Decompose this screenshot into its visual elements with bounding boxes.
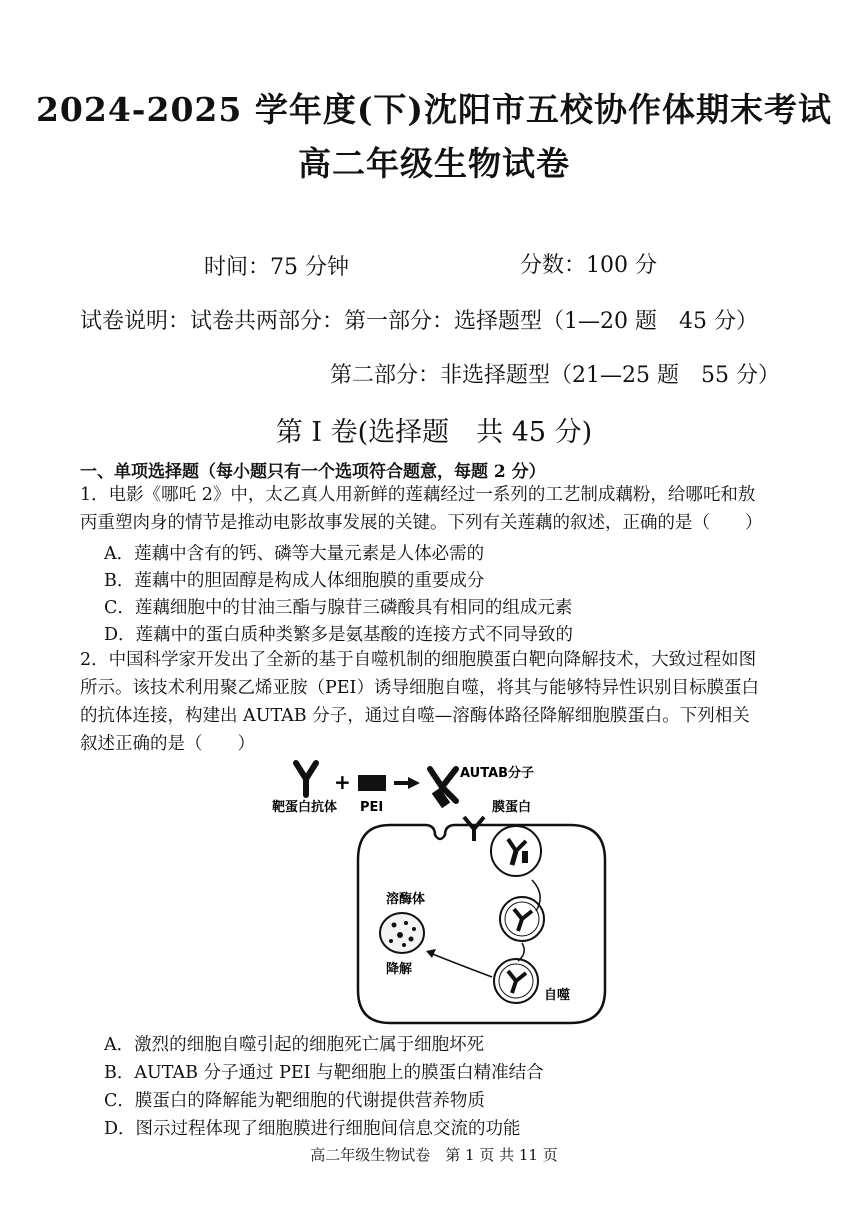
q1-option-b: B．莲藕中的胆固醇是构成人体细胞膜的重要成分: [104, 571, 485, 591]
autab-diagram: [260, 755, 630, 1030]
autophagosome-1: [500, 897, 544, 941]
q2-stem-line3: 的抗体连接，构建出 AUTAB 分子，通过自噬—溶酶体路径降解细胞膜蛋白。下列相关: [80, 706, 750, 726]
pei-label: PEI: [360, 800, 384, 815]
q1-stem-line2: 丙重塑肉身的情节是推动电影故事发展的关键。下列有关莲藕的叙述，正确的是（ ）: [80, 513, 763, 533]
q1-option-a: A．莲藕中含有的钙、磷等大量元素是人体必需的: [104, 544, 485, 564]
autab-label: AUTAB分子: [460, 766, 535, 781]
lysosome-icon: [380, 913, 424, 953]
pei-block-icon: [358, 775, 386, 791]
antibody-label: 靶蛋白抗体: [272, 800, 338, 815]
exam-subtitle: 高二年级生物试卷: [298, 144, 570, 183]
q2-stem-line1: 2．中国科学家开发出了全新的基于自噬机制的细胞膜蛋白靶向降解技术，大致过程如图: [80, 650, 757, 670]
q2-stem-line2: 所示。该技术利用聚乙烯亚胺（PEI）诱导细胞自噬，将其与能够特异性识别目标膜蛋白: [80, 678, 759, 698]
membrane-protein-label: 膜蛋白: [492, 800, 532, 815]
q2-option-c: C．膜蛋白的降解能为靶细胞的代谢提供营养物质: [104, 1091, 485, 1111]
autab-molecule-icon: [430, 769, 456, 808]
exam-time: 时间：75 分钟: [204, 255, 349, 280]
lysosome-label: 溶酶体: [386, 892, 426, 907]
degrade-label: 降解: [386, 962, 413, 977]
autophagy-label: 自噬: [544, 988, 571, 1003]
exam-description-line1: 试卷说明：试卷共两部分：第一部分：选择题型（1—20 题 45 分）: [80, 309, 758, 334]
q1-option-c: C．莲藕细胞中的甘油三酯与腺苷三磷酸具有相同的组成元素: [104, 598, 573, 618]
q1-stem-line1: 1．电影《哪吒 2》中，太乙真人用新鲜的莲藕经过一系列的工艺制成藕粉，给哪吒和敖: [80, 485, 756, 505]
endocytic-vesicle-1: [491, 826, 541, 876]
q2-option-d: D．图示过程体现了细胞膜进行细胞间信息交流的功能: [104, 1119, 521, 1139]
autophagosome-2: [494, 959, 538, 1003]
part-title: 一、单项选择题（每小题只有一个选项符合题意，每题 2 分）: [80, 462, 546, 482]
exam-description-line2: 第二部分：非选择题型（21—25 题 55 分）: [330, 363, 780, 388]
exam-title: 2024-2025 学年度(下)沈阳市五校协作体期末考试: [35, 90, 833, 129]
q2-option-a: A．激烈的细胞自噬引起的细胞死亡属于细胞坏死: [104, 1035, 485, 1055]
plus-sign: +: [334, 770, 351, 794]
q1-option-d: D．莲藕中的蛋白质种类繁多是氨基酸的连接方式不同导致的: [104, 625, 574, 645]
arrow-right-icon: [394, 777, 420, 789]
exam-score: 分数：100 分: [520, 253, 657, 278]
page-footer: 高二年级生物试卷 第 1 页 共 11 页: [310, 1146, 558, 1164]
q2-stem-line4: 叙述正确的是（ ）: [80, 734, 255, 754]
section-title: 第 I 卷(选择题 共 45 分): [275, 417, 593, 448]
curved-arrow-icon: [426, 949, 492, 977]
membrane-protein-icon: [464, 817, 484, 841]
q2-option-b: B．AUTAB 分子通过 PEI 与靶细胞上的膜蛋白精准结合: [104, 1063, 544, 1083]
antibody-icon: [296, 763, 316, 795]
